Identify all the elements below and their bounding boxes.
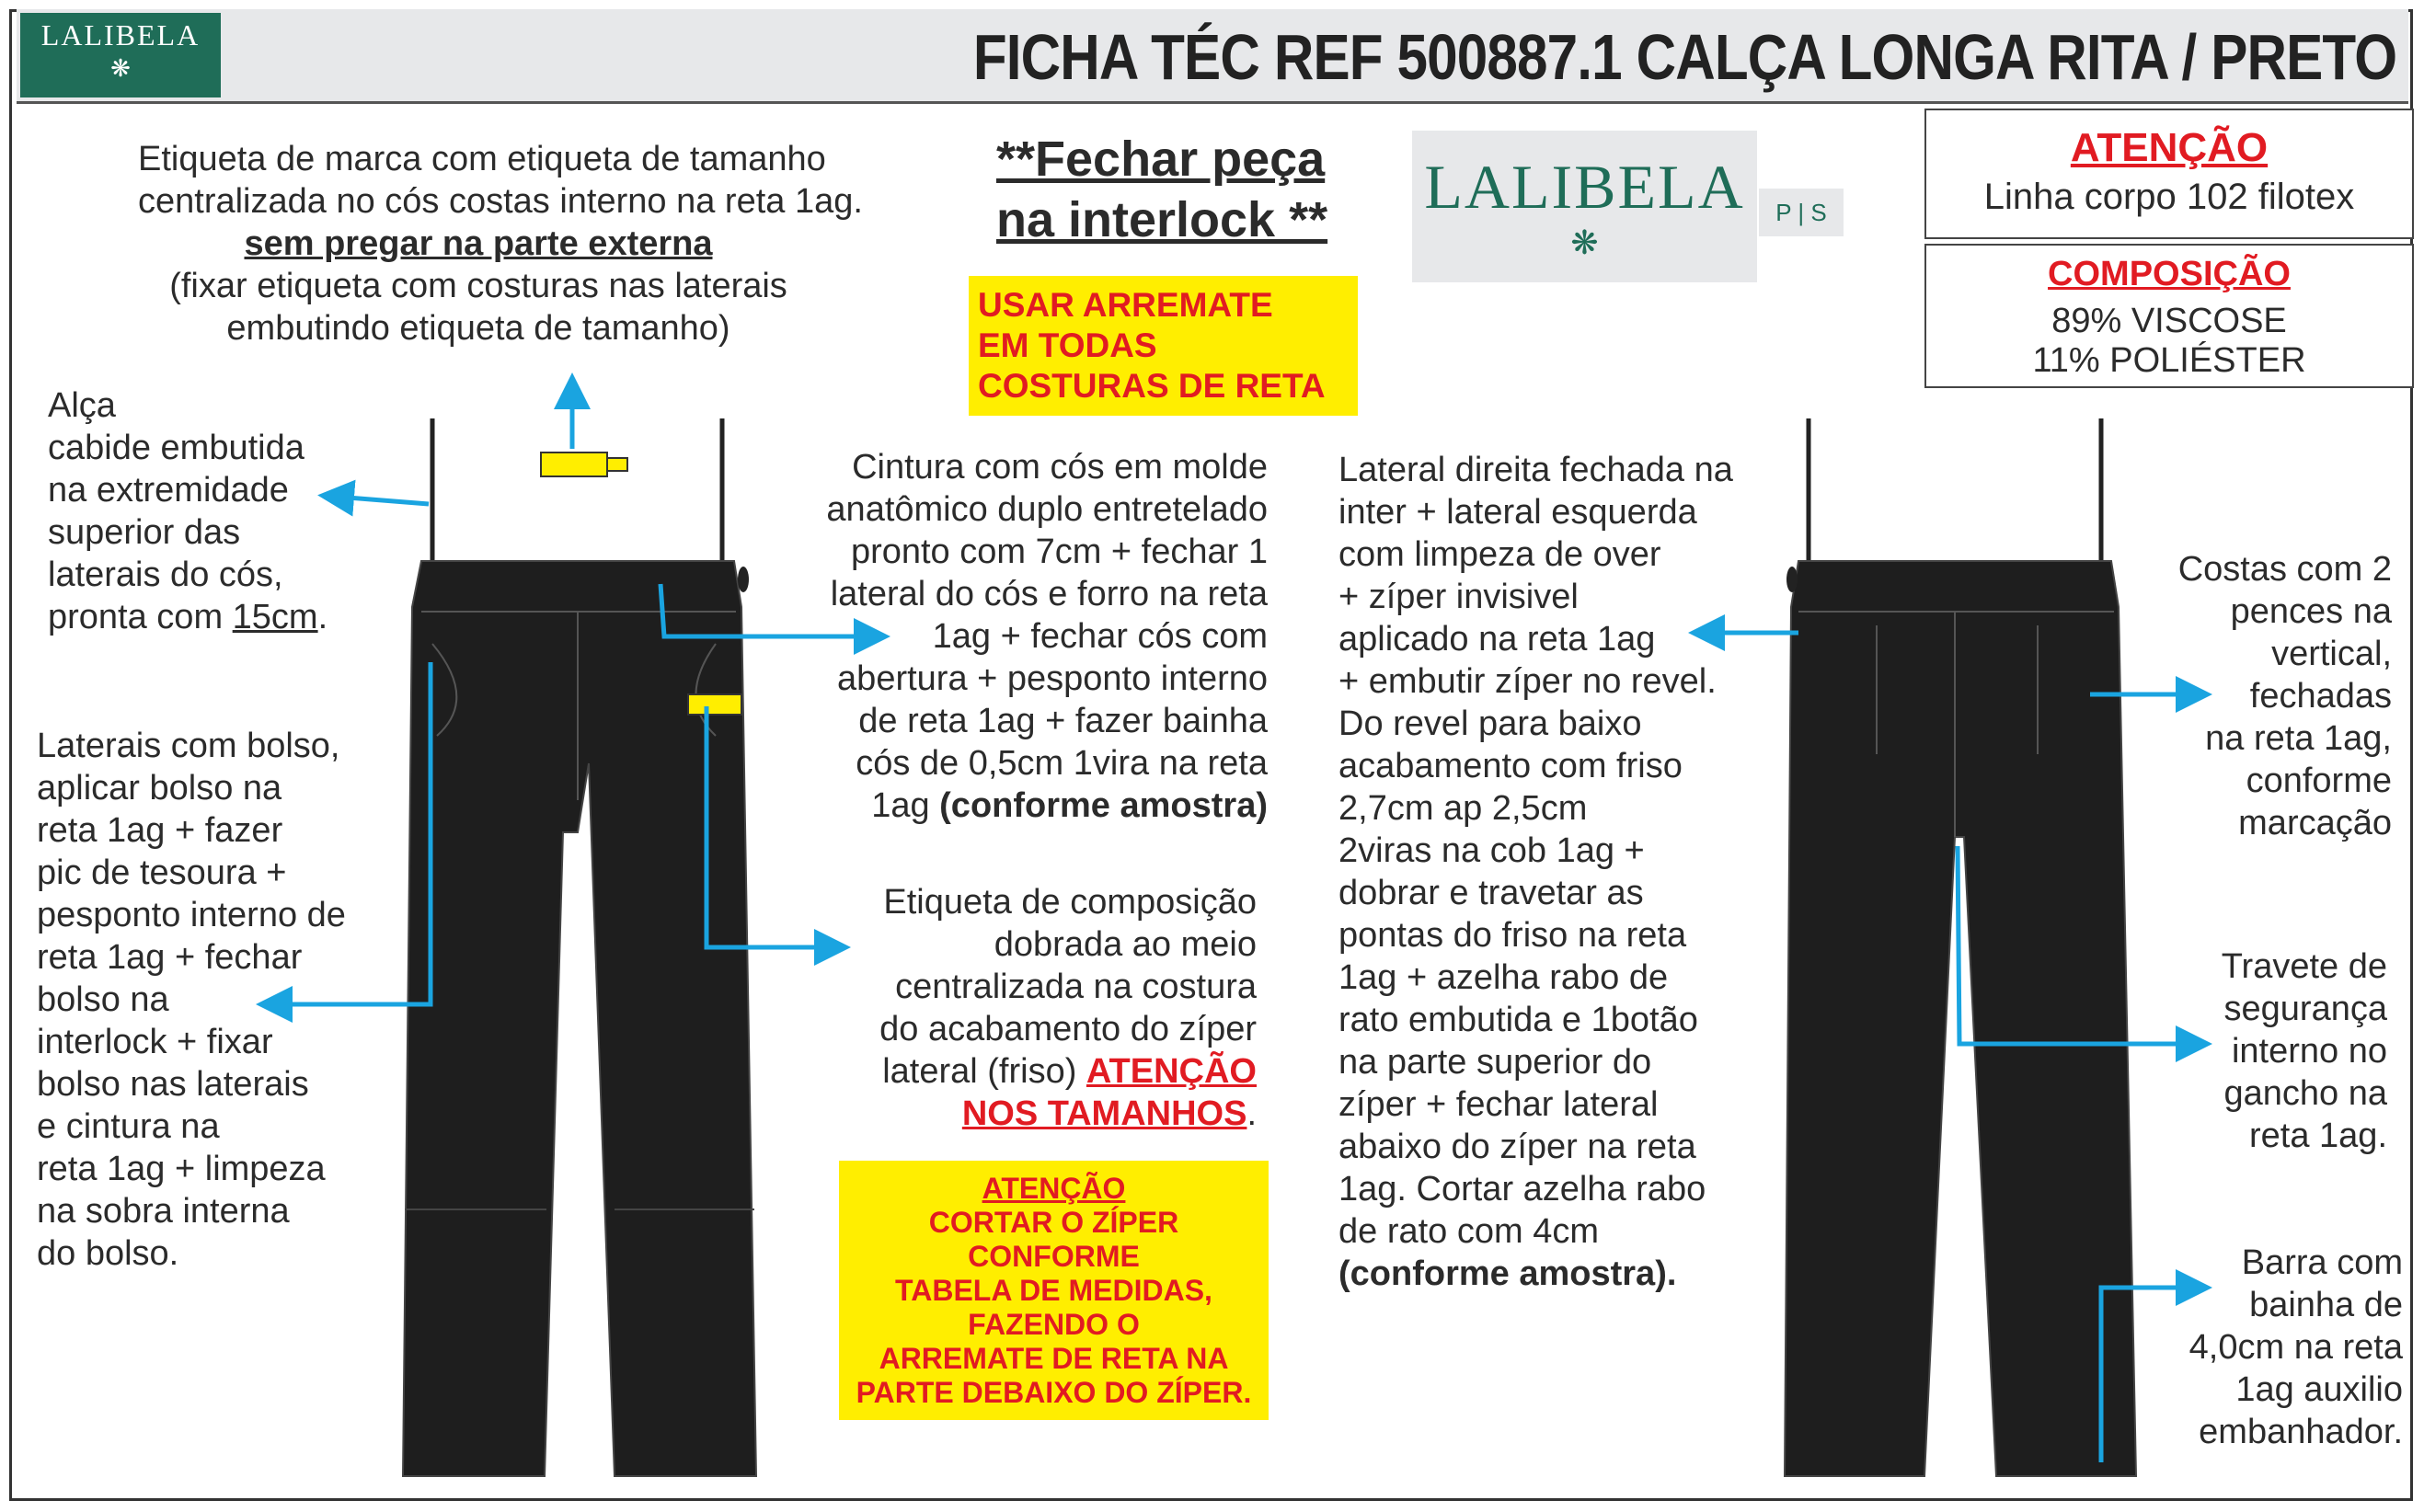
interlock-note: **Fechar peça na interlock ** — [996, 132, 1328, 247]
page-title: FICHA TÉC REF 500887.1 CALÇA LONGA RITA / PRETO — [972, 21, 2396, 93]
brand-label-marker — [541, 452, 607, 476]
arremate-warning-box: USAR ARREMATE EM TODAS COSTURAS DE RETA — [969, 276, 1358, 416]
arrow-alca — [336, 497, 429, 504]
alca-note: Alça cabide embutida na extremidade superior das laterais do cós, pronta com 15cm. — [48, 386, 328, 636]
barra-note: Barra com bainha de 4,0cm na reta 1ag auxilio embanhador. — [2188, 1243, 2403, 1451]
travete-note: Travete de segurança interno no gancho na reta 1ag. — [2221, 947, 2387, 1155]
composition-label-marker — [688, 694, 741, 715]
zipper-warning-box: ATENÇÃO CORTAR O ZÍPER CONFORME TABELA DE MEDIDAS, FAZENDO O ARREMATE DE RETA NA PARTE DEBAIXO DO ZÍPER. — [839, 1161, 1269, 1420]
costas-note: Costas com 2 pences na vertical, fechadas na reta 1ag, conforme marcação — [2177, 550, 2392, 842]
brand-label-note: Etiqueta de marca com etiqueta de tamanho centralizada no cós costas interno na reta 1ag. sem pregar na parte externa (fixar etiqueta com costuras nas laterais embutindo etiqueta de tamanho) — [138, 140, 863, 348]
cintura-note: Cintura com cós em molde anatômico duplo entretelado pronto com 7cm + fechar 1 lateral do cós e forro na reta 1ag + fechar cós com abertura + pesponto interno de reta 1ag + fazer bainha cós de 0,5cm 1vira na reta 1ag (conforme amostra) — [826, 448, 1268, 825]
lateral-direita-note: Lateral direita fechada na inter + lateral esquerda com limpeza de over + zíper invisivel aplicado na reta 1ag + embutir zíper no revel. Do revel para baixo acabamento com friso 2,7cm ap 2,5cm 2viras na cob 1ag + dobrar e travetar as pontas do friso na reta 1ag + azelha rabo de rato embutida e 1botão na parte superior do zíper + fechar lateral abaixo do zíper na reta 1ag. Cortar azelha rabo de rato com 4cm (conforme amostra). — [1338, 451, 1733, 1293]
brand-logo-text: LALIBELA — [1424, 152, 1745, 222]
composition-label-note: Etiqueta de composição dobrada ao meio centralizada na costura do acabamento do zíper lateral (friso) ATENÇÃO NOS TAMANHOS. — [879, 883, 1257, 1133]
laterais-note: Laterais com bolso, aplicar bolso na reta 1ag + fazer pic de tesoura + pesponto interno de reta 1ag + fechar bolso na interlock + fixar bolso nas laterais e cintura na reta 1ag + limpeza na sobra interna do bolso. — [37, 727, 346, 1273]
attention-thread-box: ATENÇÃO Linha corpo 102 filotex — [1924, 109, 2414, 239]
front-view-pants — [403, 418, 756, 1476]
header-logo-text: LALIBELA — [40, 18, 201, 52]
bee-icon: ❋ — [1570, 223, 1599, 261]
composition-box: COMPOSIÇÃO 89% VISCOSE 11% POLIÉSTER — [1924, 244, 2414, 388]
bee-icon: ❋ — [110, 54, 131, 82]
brand-logo-side-letters: P | S — [1759, 189, 1844, 236]
